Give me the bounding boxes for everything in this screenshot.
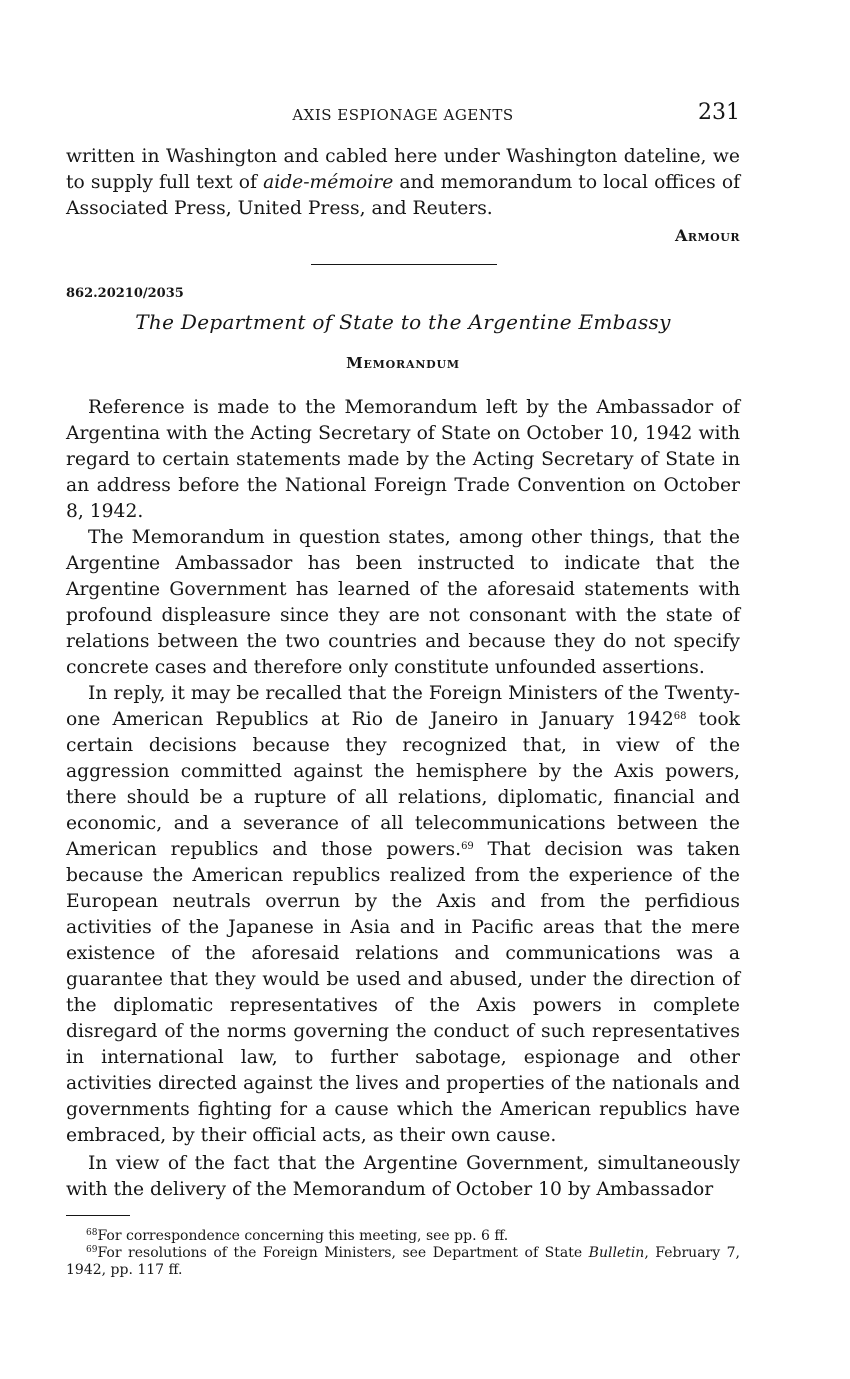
footnotes <box>66 1228 740 1279</box>
body-paragraph-3 <box>66 681 740 1149</box>
footnote-text-after: , February 7, 1942, pp. 117 ff. <box>66 1245 740 1278</box>
footnote-mark: 68 <box>86 1228 98 1238</box>
signature: Armour <box>674 226 740 245</box>
body-paragraph-1: Reference is made to the Memorandum left by the Ambassador of Argentina with the Acting Secretary of State on October 10, 1942 with regard to certain statements made by the Acting Secretary of State in an address before the National Foreign Trade Convention on October 8, 1942. <box>66 397 740 522</box>
paragraph-3-text-c: That decision was taken because the American republics realized from the experience of the European neutrals overrun by the Axis and from the perfidious activities of the Japanese in Asia and in Pacific areas that the mere existence of the aforesaid relations and communications was a guarantee that they would be used and abused, under the direction of the diplomatic representatives of the Axis powers in complete disregard of the norms governing the conduct of such representatives in international law, to further sabotage, espionage and other activities directed against the lives and properties of the nationals and governments fighting for a cause which the American republics have embraced, by their official acts, as their own cause. <box>66 839 741 1146</box>
body-paragraph-2: The Memorandum in question states, among other things, that the Argentine Ambassador has been instructed to indicate that the Argentine Government has learned of the aforesaid statements with profound displeasure since they are not consonant with the state of relations between the two countries and because they do not specify concrete cases and therefore only constitute unfounded assertions. <box>66 527 740 678</box>
footnote-italic: Bulletin <box>588 1245 645 1261</box>
footnote-text: For resolutions of the Foreign Ministers, see Department of State <box>97 1245 589 1261</box>
paragraph-3-text-b: took certain decisions because they recognized that, in view of the aggression committed against the hemisphere by the Axis powers, there should be a rupture of all relations, diplomatic, financial and economic, and a severance of all telecommunications between the American republics and those powers. <box>66 709 740 860</box>
footnote-divider <box>66 1215 130 1216</box>
intro-paragraph <box>66 144 740 222</box>
intro-italic-term: aide-mémoire <box>263 172 394 193</box>
intro-text-1: written in Washington and cabled here under Washington dateline, we to supply full text of <box>66 146 740 193</box>
document-title: The Department of State to the Argentine Embassy <box>135 310 671 334</box>
file-number: 862.20210/2035 <box>66 286 184 301</box>
document-heading: Memorandum <box>346 354 460 372</box>
footnote-text: For correspondence concerning this meeting, see pp. 6 ff. <box>97 1228 509 1244</box>
footnote <box>66 1228 740 1245</box>
intro-text-2: and memorandum to local offices of Associated Press, United Press, and Reuters. <box>66 172 740 219</box>
page-header <box>66 100 740 130</box>
section-divider <box>311 264 497 265</box>
running-head: AXIS ESPIONAGE AGENTS <box>292 106 514 124</box>
footnote-mark: 69 <box>86 1245 98 1255</box>
body-paragraph-4: In view of the fact that the Argentine Government, simultaneously with the delivery of the Memorandum of October 10 by Ambassador <box>66 1153 740 1200</box>
footnote-ref-69: 69 <box>461 841 474 852</box>
page-number: 231 <box>698 100 740 125</box>
footnote-ref-68: 68 <box>673 711 687 722</box>
paragraph-3-text-a: In reply, it may be recalled that the Foreign Ministers of the Twenty-one American Republics at Rio de Janeiro in January 1942 <box>66 683 740 730</box>
footnote <box>66 1245 740 1279</box>
